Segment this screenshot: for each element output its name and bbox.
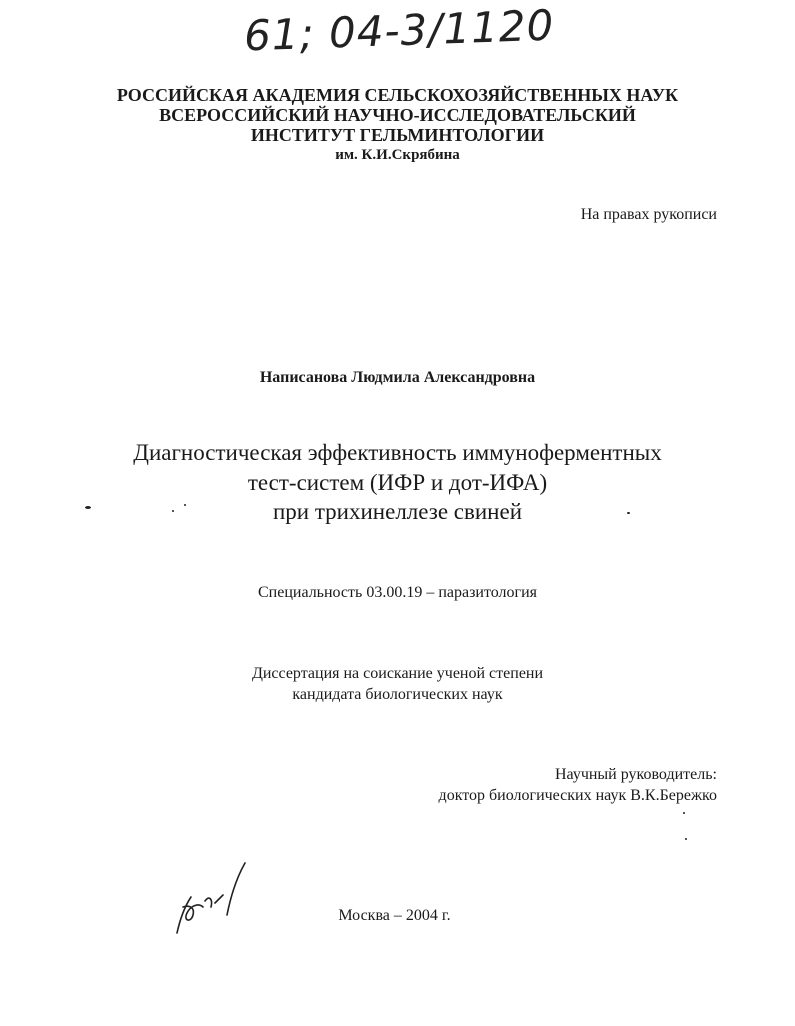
org-named-after: им. К.И.Скрябина [335, 147, 460, 163]
author-name: Написанова Людмила Александровна [259, 369, 536, 386]
rights-note: На правах рукописи [580, 206, 717, 223]
scan-speck [627, 512, 630, 514]
supervisor-name: доктор биологических наук В.К.Бережко [438, 787, 717, 804]
title-line-3: при трихинеллезе свиней [272, 499, 523, 524]
scan-speck [685, 838, 687, 840]
specialty: Специальность 03.00.19 – паразитология [257, 584, 538, 601]
title-line-1: Диагностическая эффективность иммуноферментных [133, 440, 662, 465]
scan-speck [172, 510, 174, 512]
dissertation-line-1: Диссертация на соискание ученой степени [251, 665, 544, 682]
title-line-2: тест-систем (ИФР и дот-ИФА) [247, 470, 548, 495]
scan-speck [85, 506, 91, 509]
handwritten-signature [165, 855, 255, 945]
org-academy: РОССИЙСКАЯ АКАДЕМИЯ СЕЛЬСКОХОЗЯЙСТВЕННЫХ НАУК [116, 85, 679, 105]
scan-speck [184, 504, 186, 506]
handwritten-catalog-code: 61; 04-3/1120 [243, 0, 556, 61]
scan-speck [683, 812, 685, 814]
dissertation-line-2: кандидата биологических наук [292, 686, 503, 703]
supervisor-label: Научный руководитель: [554, 766, 717, 783]
org-institute-type: ВСЕРОССИЙСКИЙ НАУЧНО-ИССЛЕДОВАТЕЛЬСКИЙ [159, 105, 636, 125]
place-year: Москва – 2004 г. [338, 907, 451, 924]
org-institute-name: ИНСТИТУТ ГЕЛЬМИНТОЛОГИИ [250, 125, 545, 145]
